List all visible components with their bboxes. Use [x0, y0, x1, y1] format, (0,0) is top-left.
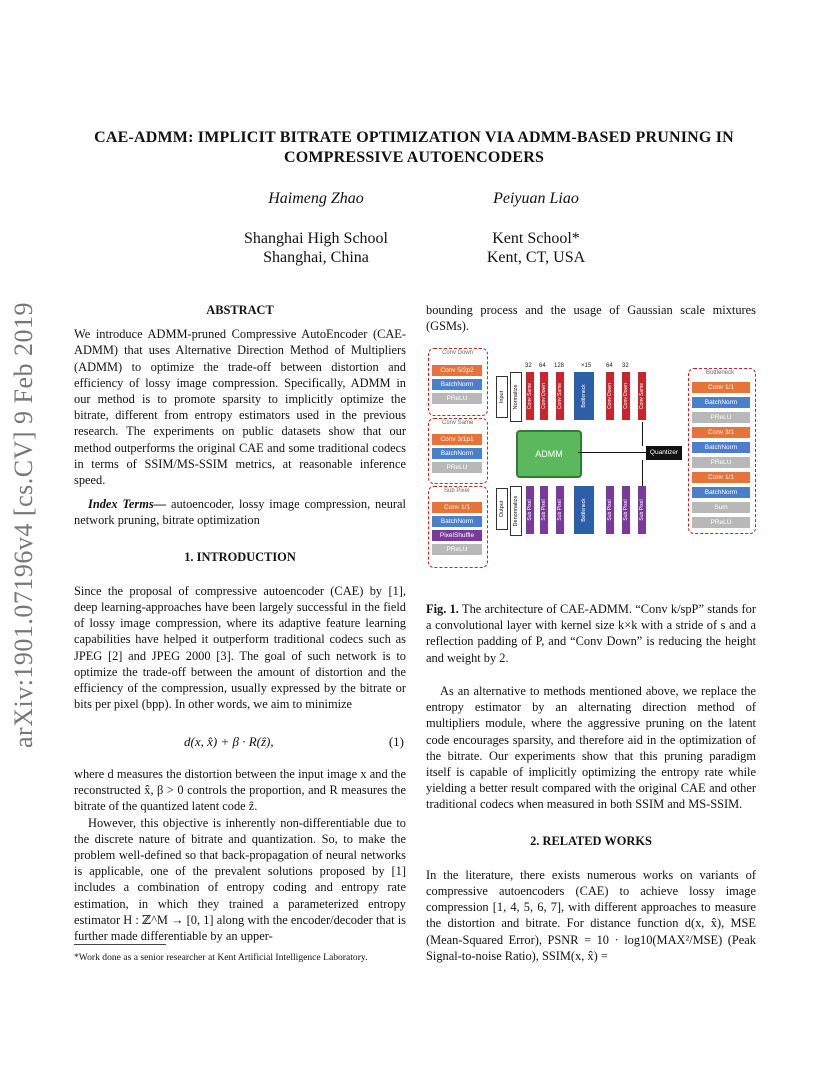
decoder-sub-pixel-4: [606, 486, 614, 534]
encoder-conv-down-3: [622, 372, 630, 420]
quantizer-module: Quantizer: [646, 446, 682, 460]
affiliation-2-line-1: Kent School*: [492, 230, 580, 247]
caption-label: Fig. 1.: [426, 602, 459, 616]
encoder-input: [496, 376, 508, 418]
introduction-heading: 1. INTRODUCTION: [184, 549, 296, 564]
index-terms-text: autoencoder, lossy image compression, neural network pruning, bitrate optimization: [74, 497, 406, 528]
related-works-heading: 2. RELATED WORKS: [530, 833, 652, 848]
title-line-1: CAE-ADMM: IMPLICIT BITRATE OPTIMIZATION VIA ADMM-BASED PRUNING IN: [94, 129, 734, 146]
encoder-conv-down-1-label: Conv Down: [541, 383, 547, 409]
sub-pixel-block-prelu: PReLU: [432, 544, 482, 555]
decoder-sub-pixel-4-label: Sub Pixel: [607, 499, 613, 521]
sub-pixel-block-conv: Conv 1/1: [432, 502, 482, 513]
bottleneck-block-batchnorm-3: BatchNorm: [692, 487, 750, 498]
decoder-output-label: Output: [499, 500, 505, 518]
affiliation-2-line-2: Kent, CT, USA: [486, 249, 586, 266]
intro-paragraph-2: where d measures the distortion between the input image x and the reconstructed x̂, β > 0 controls the proportion, and R measures the bitrate of the quantized latent code ẑ.: [74, 767, 406, 814]
affiliation-1-line-2: Shanghai, China: [263, 249, 369, 266]
decoder-sub-pixel-6-label: Sub Pixel: [639, 499, 645, 521]
encoder-input-label: Input: [499, 390, 505, 404]
intro-paragraph-3: However, this objective is inherently non-differentiable due to the discrete nature of bitrate and quantization. So, to make the problem well-defined so that back-propagation of neural networks is applicable, one of the prevalent solutions proposed by [1] includes a combination of entropy coding and entropy rate estimation, in which they trained a parameterized entropy estimator H : ℤ^M → [0, 1] along with the encoder/decoder that is further made differentiable by an upper-: [74, 815, 406, 944]
bottleneck-block-batchnorm-2: BatchNorm: [692, 442, 750, 453]
decoder-sub-pixel-3: [556, 486, 564, 534]
conv-same-title: Conv Same: [442, 420, 474, 426]
encoder-conv-same-3: [638, 372, 646, 420]
sub-pixel-module: [428, 486, 488, 568]
conv-down-title: Conv Down: [442, 350, 474, 356]
admm-module: ADMM: [516, 430, 582, 478]
channel-count-4: ×15: [581, 363, 592, 369]
conv-down-block-batchnorm: BatchNorm: [432, 379, 482, 390]
author-affiliation-2: [436, 229, 636, 267]
arxiv-stamp: [0, 290, 54, 760]
author-affiliation-1: [216, 229, 416, 267]
decoder-bottleneck: [574, 486, 594, 534]
conv-down-block-prelu: PReLU: [432, 393, 482, 404]
encoder-bottleneck: [574, 372, 594, 420]
channel-count-5: 64: [606, 363, 613, 369]
encoder-conv-same-2: [556, 372, 564, 420]
affiliation-1-line-1: Shanghai High School: [244, 230, 388, 247]
paper-title: [70, 128, 758, 168]
footnote: *Work done as a senior researcher at Kent Artificial Intelligence Laboratory.: [74, 952, 368, 963]
sub-pixel-block-batchnorm: BatchNorm: [432, 516, 482, 527]
encoder-conv-same-1: [526, 372, 534, 420]
index-terms-label: Index Terms—: [88, 497, 167, 512]
bottleneck-block-prelu-1: PReLU: [692, 412, 750, 423]
decoder-sub-pixel-3-label: Sub Pixel: [557, 499, 563, 521]
bottleneck-block-sum: Sum: [692, 502, 750, 513]
alternative-paragraph: As an alternative to methods mentioned above, we replace the entropy estimator by an alternating direction method of multipliers module, where the aggressive pruning on the latent code encourages sparsity, and therefore aid in the optimization of the bitrate. Our experiments show that this pruning paradigm itself is capable of implicitly optimizing the entropy rate while yielding a better result compared with the original CAE and other traditional codecs when measured in both SSIM and MS-SSIM.: [426, 684, 756, 812]
encoder-bottleneck-label: Bottleneck: [581, 384, 587, 408]
intro-paragraph-1: Since the proposal of compressive autoencoder (CAE) by [1], deep learning-approaches have been largely successful in the field of lossy image compression, where its adaptive feature learning capabilities have helped it outperform traditional codecs such as JPEG [2] and JPEG 2000 [3]. The goal of such network is to optimize the trade-off between the amount of distortion and the efficiency of the compression, usually expressed by the bitrate or bits per pixel (bpp). In other words, we aim to minimize: [74, 583, 406, 712]
arxiv-stamp-text: arXiv:1901.07196v4 [cs.CV] 9 Feb 2019: [9, 301, 38, 749]
bottleneck-block-conv-3: Conv 1/1: [692, 472, 750, 483]
encoder-conv-down-3-label: Conv Down: [623, 383, 629, 409]
bottleneck-title: Bottleneck: [706, 370, 735, 376]
channel-count-2: 64: [539, 363, 546, 369]
equation-expression: d(x, x̂) + β · R(ẑ),: [184, 734, 274, 749]
encoder-conv-down-2: [606, 372, 614, 420]
encoder-normalize-label: Normalize: [513, 384, 519, 410]
decoder-bottleneck-label: Bottleneck: [581, 498, 587, 522]
conv-same-block-prelu: PReLU: [432, 462, 482, 473]
right-column-body: [426, 683, 756, 964]
quantizer-to-admm-arrow: [578, 452, 646, 453]
conv-down-block-conv: Conv 5/2p2: [432, 365, 482, 376]
encoder-conv-same-3-label: Conv Same: [639, 382, 645, 410]
decoder-denormalize: [510, 486, 522, 536]
encoder-conv-down-2-label: Conv Down: [607, 383, 613, 409]
decoder-output: [496, 488, 508, 530]
channel-count-3: 128: [554, 363, 565, 369]
abstract-text: We introduce ADMM-pruned Compressive AutoEncoder (CAE-ADMM) that uses Alternative Direction Method of Multipliers (ADMM) to optimize the trade-off between distortion and efficiency of lossy image compression. Specifically, ADMM in our method is to promote sparsity to implicitly optimize the bitrate, different from entropy estimators used in the previous research. The experiments on public datasets show that our method outperforms the original CAE and some traditional codecs in terms of SSIM/MS-SSIM metrics, at reasonable inference speed.: [74, 327, 406, 488]
title-line-2: COMPRESSIVE AUTOENCODERS: [283, 149, 545, 166]
conv-same-block-batchnorm: BatchNorm: [432, 448, 482, 459]
author-name-2: Peiyuan Liao: [493, 190, 579, 207]
figure-caption: [426, 601, 756, 666]
decoder-sub-pixel-1: [526, 486, 534, 534]
encoder-to-quantizer-arrow: [642, 422, 643, 446]
bottleneck-block-batchnorm-1: BatchNorm: [692, 397, 750, 408]
bottleneck-block-conv-1: Conv 1/1: [692, 382, 750, 393]
channel-count-1: 32: [525, 363, 532, 369]
decoder-denormalize-label: Denormalize: [513, 495, 519, 527]
author-name-1: Haimeng Zhao: [268, 190, 364, 207]
architecture-figure: [426, 346, 758, 582]
abstract-heading: ABSTRACT: [206, 303, 274, 317]
conv-same-block-conv: Conv 3/1p1: [432, 434, 482, 445]
continued-paragraph: bounding process and the usage of Gaussian scale mixtures (GSMs).: [426, 303, 756, 334]
bottleneck-block-prelu-2: PReLU: [692, 457, 750, 468]
decoder-sub-pixel-2: [540, 486, 548, 534]
related-works-text: In the literature, there exists numerous works on variants of compressive autoencoders (CAE) to achieve lossy image compression [1, 4, 5, 6, 7], with different approaches to measure the distortion and bitrate. For distance function d(x, x̂), MSE (Mean-Squared Error), PSNR = 10 · log10(MAX²/MSE) (Peak Signal-to-noise Ratio), SSIM(x, x̂) =: [426, 867, 756, 963]
right-column-top: [426, 302, 756, 334]
bottleneck-block-prelu-3: PReLU: [692, 517, 750, 528]
channel-count-6: 32: [622, 363, 629, 369]
bottleneck-block-conv-2: Conv 3/1: [692, 427, 750, 438]
encoder-conv-same-1-label: Conv Same: [527, 382, 533, 410]
left-column: [74, 302, 406, 712]
footnote-rule: [74, 944, 166, 945]
decoder-sub-pixel-2-label: Sub Pixel: [541, 499, 547, 521]
encoder-conv-same-2-label: Conv Same: [557, 382, 563, 410]
caption-text: The architecture of CAE-ADMM. “Conv k/spP” stands for a convolutional layer with kernel size k×k with a stride of s and a reflection padding of P, and “Conv Down” is reducing the height and weight by 2.: [426, 602, 756, 665]
sub-pixel-block-pixelshuffle: PixelShuffle: [432, 530, 482, 541]
left-column-continued: [74, 766, 406, 944]
encoder-normalize: [510, 372, 522, 422]
quantizer-to-decoder-arrow: [642, 460, 643, 486]
decoder-sub-pixel-5-label: Sub Pixel: [623, 499, 629, 521]
equation-number: (1): [388, 734, 404, 749]
decoder-sub-pixel-6: [638, 486, 646, 534]
sub-pixel-title: Sub Pixel: [444, 488, 470, 494]
encoder-conv-down-1: [540, 372, 548, 420]
index-terms: [74, 496, 406, 528]
decoder-sub-pixel-5: [622, 486, 630, 534]
decoder-sub-pixel-1-label: Sub Pixel: [527, 499, 533, 521]
